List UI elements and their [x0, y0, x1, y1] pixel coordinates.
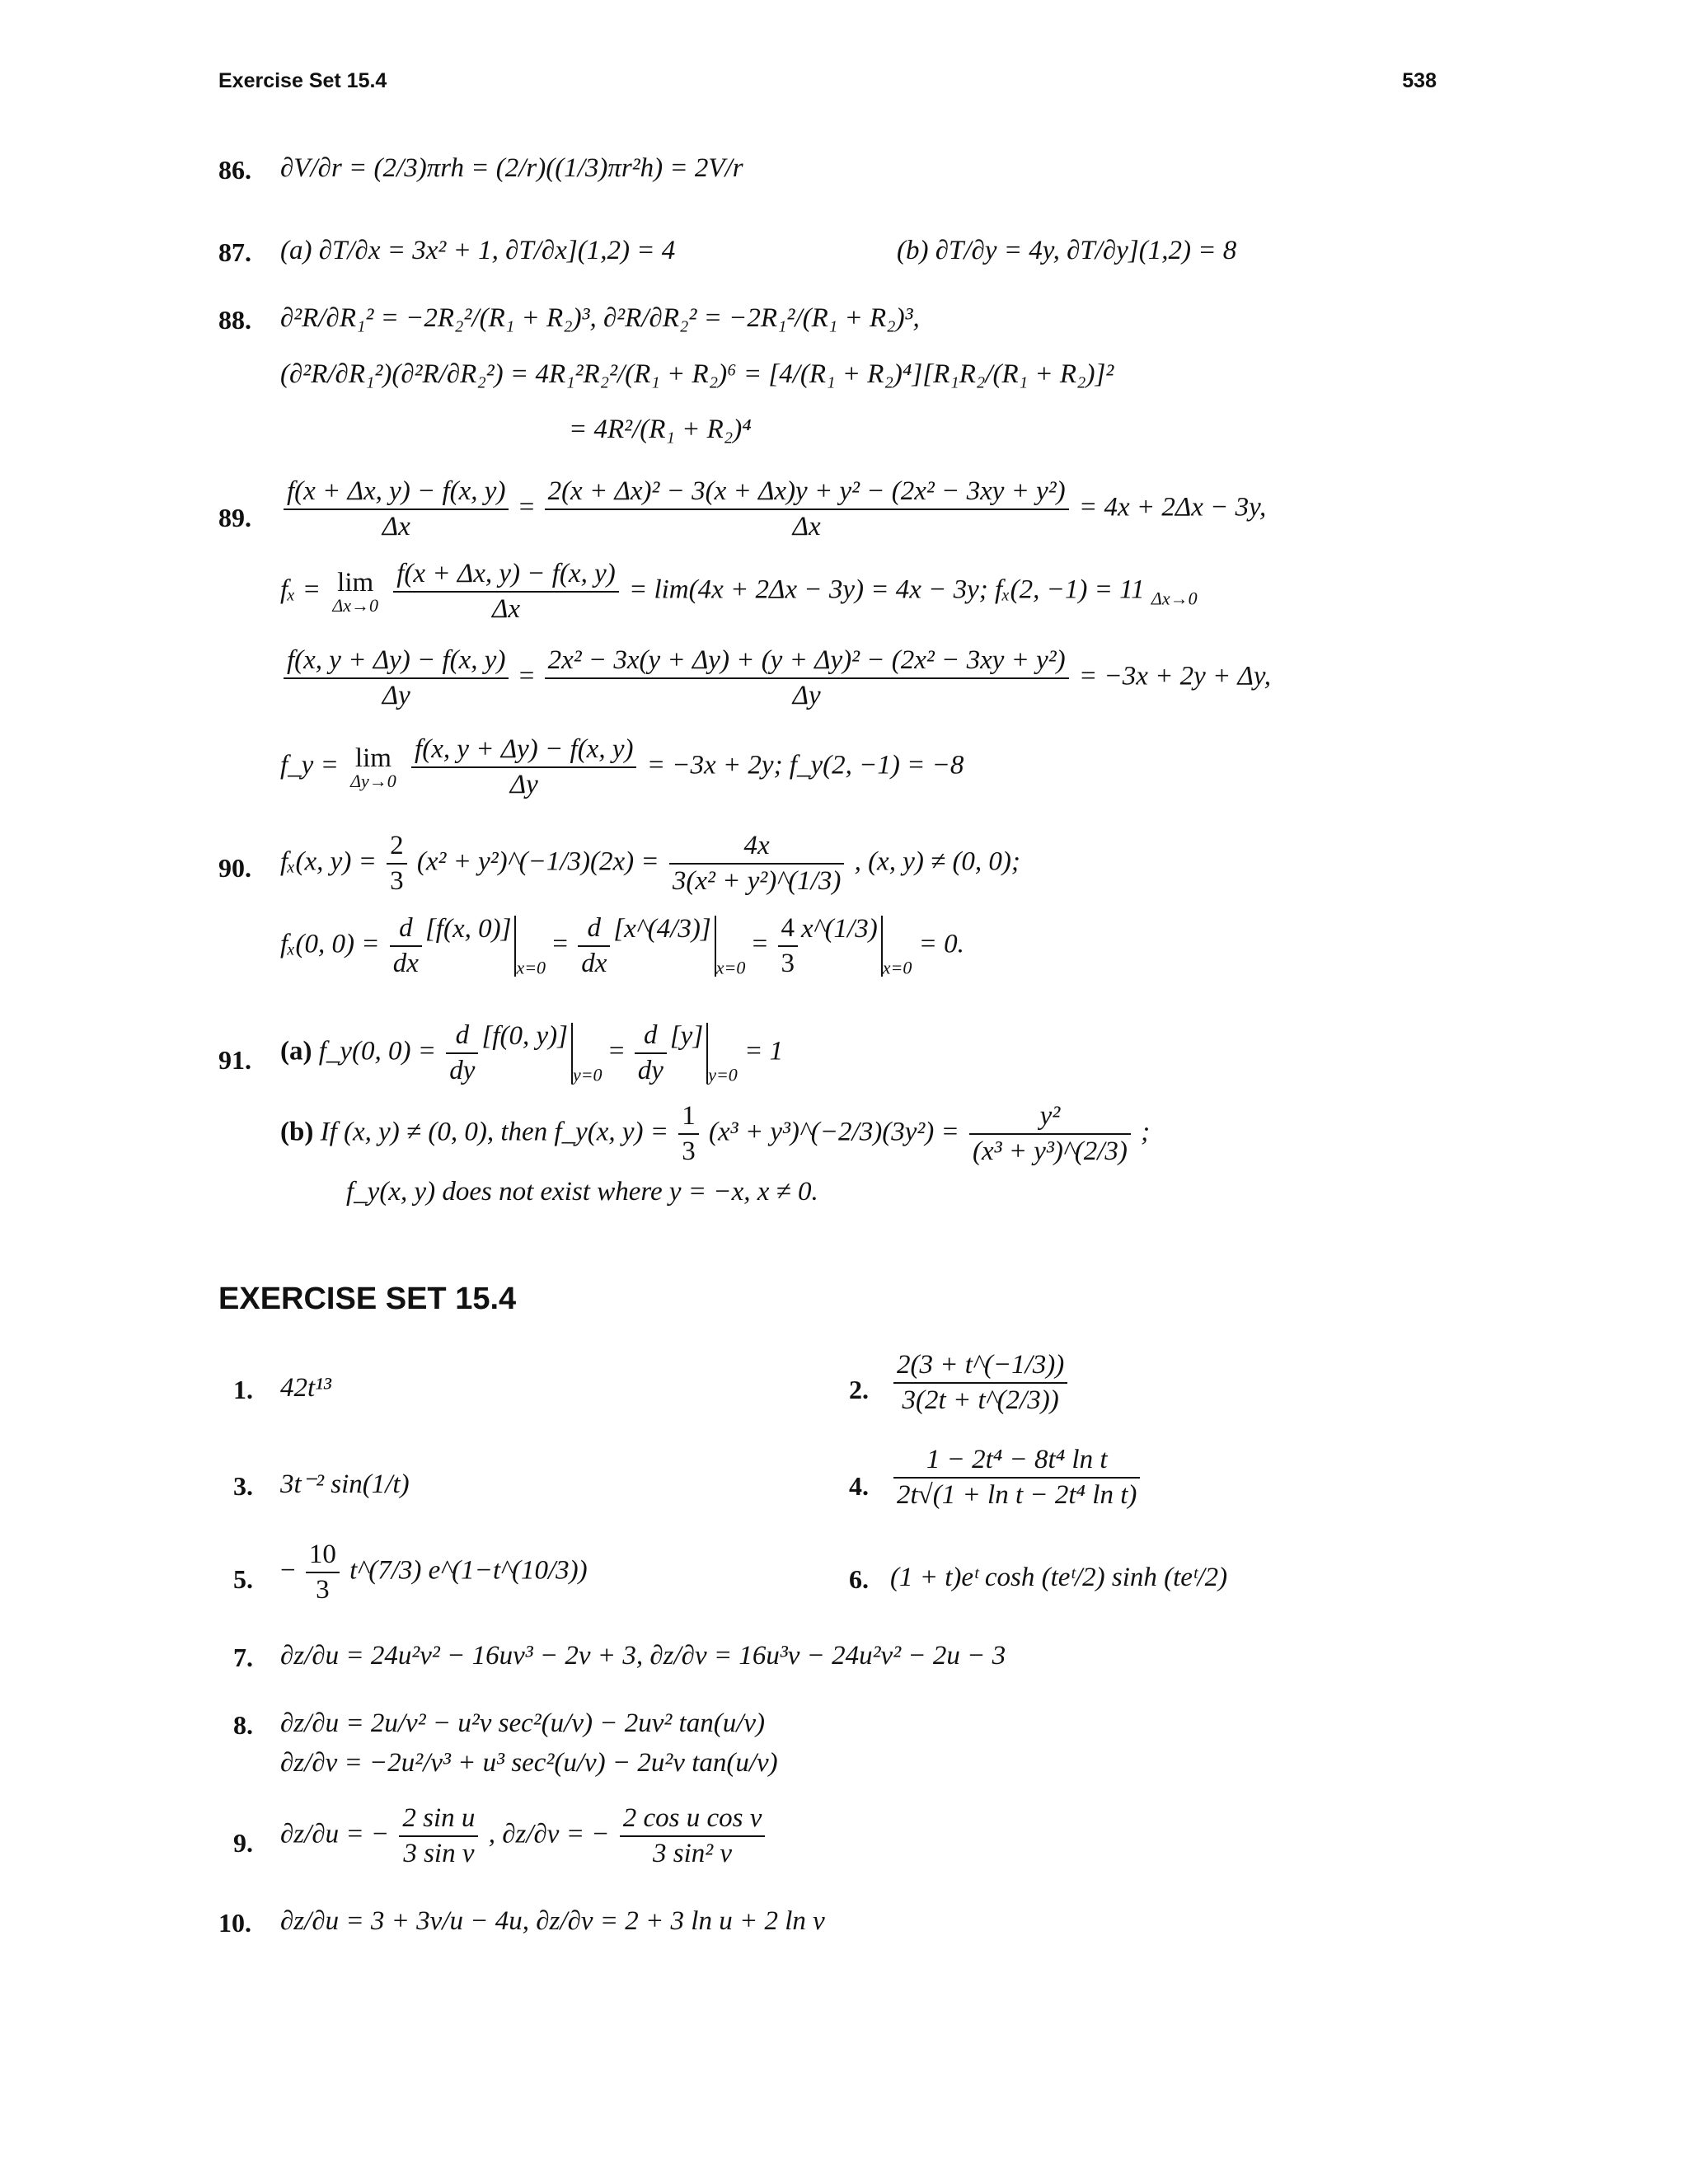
fraction-numerator: f(x, y + Δy) − f(x, y)	[411, 736, 636, 768]
exercise-number-8: 8.	[233, 1710, 253, 1740]
fraction-numerator: d	[390, 915, 422, 947]
fraction-numerator: 2 cos u cos v	[620, 1805, 766, 1837]
exercise-number-86: 86.	[218, 155, 251, 185]
exercise-number-1: 1.	[233, 1375, 253, 1404]
exercise-number-90: 90.	[218, 853, 251, 883]
lhs-text: fₓ =	[280, 574, 321, 605]
answer-fraction	[893, 1352, 1067, 1414]
d-dx-operator	[578, 915, 610, 977]
answer-87a: (a) ∂T/∂x = 3x² + 1, ∂T/∂x](1,2) = 4	[280, 236, 676, 265]
fraction-denominator: Δy	[792, 681, 821, 710]
fraction-denominator: 3 sin² v	[653, 1839, 733, 1868]
answer-6: (1 + t)eᵗ cosh (teᵗ/2) sinh (teᵗ/2)	[890, 1563, 1228, 1592]
coefficient-fraction	[306, 1541, 340, 1604]
expression-text: , ∂z/∂v = −	[488, 1819, 610, 1849]
fraction-denominator: dx	[581, 949, 607, 978]
answer-1: 42t¹³	[280, 1373, 331, 1403]
result-text: , (x, y) ≠ (0, 0);	[854, 846, 1020, 877]
answer-89-line4	[280, 736, 964, 799]
limit-operator	[332, 569, 378, 615]
lhs-text: f_y =	[280, 750, 339, 780]
limit-word: lim	[337, 567, 374, 598]
answer-fraction	[893, 1446, 1140, 1509]
expression-text: t^(7/3) e^(1−t^(10/3))	[349, 1555, 588, 1586]
answer-91-note: f_y(x, y) does not exist where y = −x, x ≠ 0.	[346, 1177, 818, 1207]
fraction-numerator: 2(x + Δx)² − 3(x + Δx)y + y² − (2x² − 3xy + y²)	[545, 478, 1069, 510]
limit-subscript: Δx→0	[1151, 588, 1198, 609]
evaluated-expression: [f(0, y)]	[481, 1023, 572, 1084]
exercise-number-9: 9.	[233, 1828, 253, 1858]
limit-quotient-x	[393, 560, 618, 623]
answer-89-line1: $\frac{f(x + \Delta x, y) - f(x, y)}{\Delta x}$ = $\frac{\text{2(x + Δx)² − 3(x + Δx)y + y² − (2x² − 3xy + y²)}}{\Delta x}$ = 4x + 2Δx − 3y,	[280, 478, 1266, 541]
fraction-numerator: 2(3 + t^(−1/3))	[893, 1352, 1067, 1384]
limit-subscript: Δy→0	[350, 770, 396, 791]
fraction-denominator: Δx	[491, 594, 520, 624]
lhs-text: f_y(0, 0) =	[318, 1036, 437, 1066]
exercise-number-91: 91.	[218, 1045, 251, 1075]
limit-operator	[350, 745, 396, 790]
running-header-title: Exercise Set 15.4	[218, 69, 387, 92]
d-dy-operator	[446, 1022, 478, 1085]
expression-text: (x² + y²)^(−1/3)(2x) =	[416, 846, 659, 877]
fraction-denominator: 3	[781, 949, 795, 978]
evaluated-expression: [y]	[670, 1023, 708, 1084]
partial-v-fraction	[620, 1805, 766, 1868]
answer-4	[890, 1446, 1143, 1509]
expanded-quotient-x	[545, 478, 1069, 541]
fraction-denominator: 3(2t + t^(2/3))	[902, 1385, 1059, 1415]
sign-text: −	[280, 1555, 296, 1586]
fraction-denominator: Δx	[792, 512, 821, 541]
fraction-numerator: 4x	[669, 832, 844, 865]
result-text: = −3x + 2y; f_y(2, −1) = −8	[646, 750, 964, 780]
answer-87b: (b) ∂T/∂y = 4y, ∂T/∂y](1,2) = 8	[897, 236, 1237, 265]
exercise-number-6: 6.	[849, 1564, 869, 1594]
exercise-number-88: 88.	[218, 305, 251, 335]
answer-91b	[280, 1103, 1150, 1165]
fraction-numerator: f(x + Δx, y) − f(x, y)	[393, 560, 618, 593]
answer-8-line1: ∂z/∂u = 2u/v² − u²v sec²(u/v) − 2uv² tan(u/v)	[280, 1708, 766, 1738]
fraction-denominator: Δy	[509, 770, 538, 799]
evaluated-expression: x^(1/3)	[801, 916, 883, 977]
exercise-number-5: 5.	[233, 1564, 253, 1594]
evaluation-point: x=0	[516, 957, 546, 978]
fraction-denominator: Δx	[382, 512, 410, 541]
fraction-numerator: d	[578, 915, 610, 947]
evaluation-point: y=0	[572, 1064, 603, 1085]
fraction-numerator: f(x + Δx, y) − f(x, y)	[284, 478, 509, 510]
answer-9	[280, 1805, 768, 1868]
coefficient-fraction	[387, 832, 407, 895]
answer-88-line3: = 4R²/(R₁ + R₂)⁴	[569, 415, 752, 444]
answer-89-line2	[280, 560, 1198, 623]
result-text: = lim(4x + 2Δx − 3y) = 4x − 3y; fₓ(2, −1) = 11	[628, 574, 1145, 605]
fraction-numerator: y²	[969, 1103, 1131, 1135]
fraction-numerator: 2	[387, 832, 407, 865]
exercise-number-87: 87.	[218, 237, 251, 267]
answer-86: ∂V/∂r = (2/3)πrh = (2/r)((1/3)πr²h) = 2V/r	[280, 153, 743, 183]
expanded-quotient-y	[545, 647, 1069, 710]
part-label: (a)	[280, 1036, 312, 1066]
exercise-number-4: 4.	[849, 1471, 869, 1501]
answer-2	[890, 1352, 1071, 1414]
result-text: = −3x + 2y + Δy,	[1078, 661, 1271, 691]
result-text: = 4x + 2Δx − 3y,	[1078, 492, 1267, 523]
evaluation-point: x=0	[715, 957, 746, 978]
derivative-fraction	[669, 832, 844, 895]
evaluated-expression: [f(x, 0)]	[425, 916, 516, 977]
partial-u-fraction	[399, 1805, 478, 1868]
difference-quotient-y	[284, 647, 509, 710]
fraction-denominator: 3(x² + y²)^(1/3)	[672, 866, 842, 896]
evaluation-point: y=0	[708, 1064, 738, 1085]
fraction-numerator: 2x² − 3x(y + Δy) + (y + Δy)² − (2x² − 3xy + y²)	[545, 647, 1069, 679]
fraction-denominator: Δy	[382, 681, 410, 710]
result-text: ;	[1141, 1117, 1151, 1147]
answer-91a: (a) f_y(0, 0) = $\frac{d}{dy}$ [f(0, $y)]_{y=0}$ = $\frac{d}{dy}$ $[y]_{y=0} = 1$	[280, 1020, 784, 1085]
fraction-numerator: 2 sin u	[399, 1805, 478, 1837]
fraction-numerator: 1	[678, 1103, 699, 1135]
answer-8-line2: ∂z/∂v = −2u²/v³ + u³ sec²(u/v) − 2u²v tan(u/v)	[280, 1748, 778, 1778]
evaluated-expression: [x^(4/3)]	[613, 916, 715, 977]
page-number: 538	[1402, 69, 1437, 92]
derivative-fraction	[969, 1103, 1131, 1165]
part-label: (b)	[280, 1117, 314, 1147]
d-dx-operator	[390, 915, 422, 977]
lhs-text: fₓ(0, 0) =	[280, 929, 380, 959]
limit-quotient-y	[411, 736, 636, 799]
fraction-denominator: 3	[682, 1137, 696, 1166]
result-text: = 1	[744, 1036, 784, 1066]
fraction-denominator: 3	[390, 866, 404, 896]
answer-5	[280, 1541, 588, 1604]
answer-7: ∂z/∂u = 24u²v² − 16uv³ − 2v + 3, ∂z/∂v = 16u³v − 24u²v² − 2u − 3	[280, 1641, 1006, 1671]
limit-subscript: Δx→0	[332, 594, 379, 616]
fraction-numerator: 10	[306, 1541, 340, 1573]
section-title: EXERCISE SET 15.4	[218, 1282, 517, 1316]
fraction-numerator: f(x, y + Δy) − f(x, y)	[284, 647, 509, 679]
answer-90-line1	[280, 832, 1020, 895]
expression-text: If (x, y) ≠ (0, 0), then f_y(x, y) =	[320, 1117, 669, 1147]
d-dy-operator	[635, 1022, 667, 1085]
exercise-number-10: 10.	[218, 1908, 251, 1938]
answer-10: ∂z/∂u = 3 + 3v/u − 4u, ∂z/∂v = 2 + 3 ln u + 2 ln v	[280, 1906, 825, 1936]
limit-word: lim	[354, 743, 392, 773]
coefficient-fraction	[778, 915, 799, 977]
answer-90-line2: fₓ(0, 0) = $\frac{d}{dx}$ [f(x, $0)]_{x=0}$ = $\frac{d}{dx}$ $[x\^{}(4/3)]_{x=0}$ = $\frac{4}{3}$ $x\^{}(1/3)_{x=0} = 0$.	[280, 913, 964, 978]
fraction-denominator: dx	[392, 949, 419, 978]
answer-88-line2: (∂²R/∂R₁²)(∂²R/∂R₂²) = 4R₁²R₂²/(R₁ + R₂)⁶ = [4/(R₁ + R₂)⁴][R₁R₂/(R₁ + R₂)]²	[280, 359, 1114, 389]
evaluation-point: x=0	[882, 957, 912, 978]
fraction-numerator: 4	[778, 915, 799, 947]
answer-88-line1: ∂²R/∂R₁² = −2R₂²/(R₁ + R₂)³, ∂²R/∂R₂² = −2R₁²/(R₁ + R₂)³,	[280, 303, 920, 333]
answer-3: 3t⁻² sin(1/t)	[280, 1469, 410, 1499]
fraction-numerator: d	[635, 1022, 667, 1054]
fraction-numerator: d	[446, 1022, 478, 1054]
exercise-number-7: 7.	[233, 1643, 253, 1672]
fraction-denominator: 3 sin v	[403, 1839, 475, 1868]
lhs-text: ∂z/∂u = −	[280, 1819, 390, 1849]
coefficient-fraction	[678, 1103, 699, 1165]
answer-89-line3: $\frac{f(x, y + \Delta y) - f(x, y)}{\Delta y}$ = $\frac{\text{2x² − 3x(y + Δy) + (y + Δy)² − (2x² − 3xy + y²)}}{\Delta y}$ = −3x + 2y + Δy,	[280, 647, 1271, 710]
fraction-denominator: dy	[637, 1056, 663, 1085]
fraction-denominator: 2t√(1 + ln t − 2t⁴ ln t)	[897, 1480, 1137, 1510]
exercise-number-3: 3.	[233, 1471, 253, 1501]
exercise-number-2: 2.	[849, 1375, 869, 1404]
fraction-denominator: (x³ + y³)^(2/3)	[973, 1137, 1128, 1166]
fraction-denominator: 3	[316, 1575, 330, 1605]
fraction-numerator: 1 − 2t⁴ − 8t⁴ ln t	[893, 1446, 1140, 1479]
lhs-text: fₓ(x, y) =	[280, 846, 377, 877]
difference-quotient-x	[284, 478, 509, 541]
fraction-denominator: dy	[449, 1056, 476, 1085]
result-text: = 0.	[918, 929, 964, 959]
expression-text: (x³ + y³)^(−2/3)(3y²) =	[709, 1117, 959, 1147]
exercise-number-89: 89.	[218, 503, 251, 532]
